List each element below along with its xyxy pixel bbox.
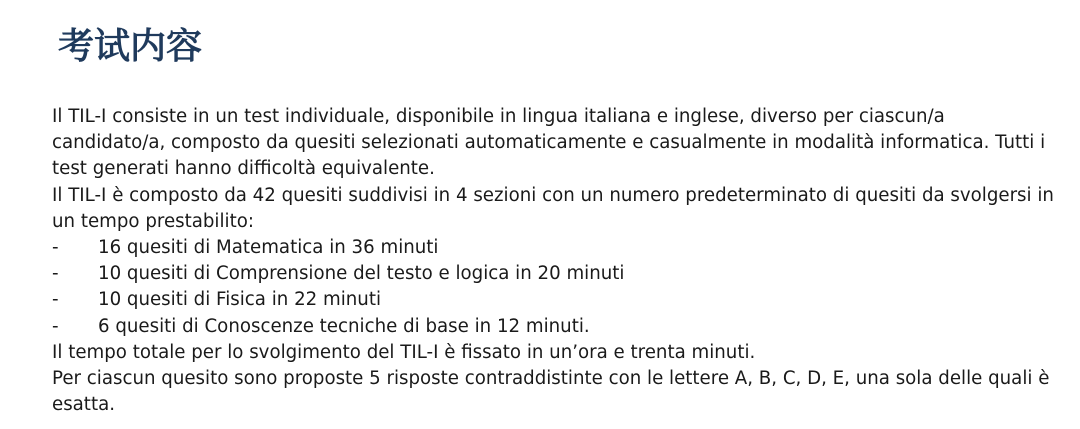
list-item — [52, 261, 1062, 287]
paragraph-structure: Il TIL-I è composto da 42 quesiti suddivisi in 4 sezioni con un numero predeterminato di quesiti da svolgersi in un tempo prestabilito: — [52, 184, 1054, 232]
list-marker: - — [52, 315, 59, 337]
paragraph-total-time: Il tempo totale per lo svolgimento del TIL-I è fissato in un’ora e trenta minuti. — [52, 341, 756, 363]
list-item — [52, 235, 1062, 261]
list-item-text: 16 quesiti di Matematica in 36 minuti — [98, 237, 439, 259]
paragraph-answers: Per ciascun quesito sono proposte 5 risposte contraddistinte con le lettere A, B, C, D, E, una sola delle quali è esatta. — [52, 368, 1050, 416]
list-item-text: 6 quesiti di Conoscenze tecniche di base in 12 minuti. — [98, 315, 590, 337]
sections-list — [52, 235, 1062, 340]
paragraph-intro: Il TIL-I consiste in un test individuale, disponibile in lingua italiana e inglese, diverso per ciascun/a candidato/a, composto da quesiti selezionati automaticamente e casualmente in modalità informatica. Tutti i test generati hanno difficoltà equivalente. — [52, 106, 1046, 180]
page-title: 考试内容 — [58, 26, 203, 67]
document-body — [52, 104, 1062, 418]
list-item — [52, 287, 1062, 313]
list-item — [52, 314, 1062, 340]
list-item-text: 10 quesiti di Fisica in 22 minuti — [98, 289, 381, 311]
list-marker: - — [52, 263, 59, 285]
list-marker: - — [52, 237, 59, 259]
list-marker: - — [52, 289, 59, 311]
list-item-text: 10 quesiti di Comprensione del testo e logica in 20 minuti — [98, 263, 625, 285]
